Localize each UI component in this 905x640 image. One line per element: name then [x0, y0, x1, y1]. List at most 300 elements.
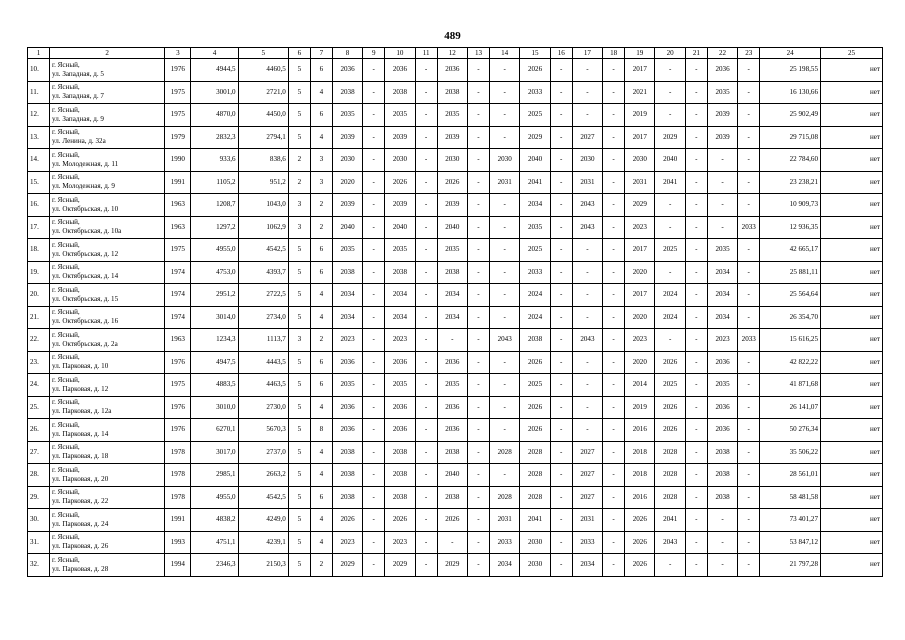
table-cell: 2031: [572, 171, 602, 194]
table-cell: -: [685, 509, 707, 532]
table-cell: 2025: [655, 374, 685, 397]
table-cell: -: [550, 194, 572, 217]
table-cell: 2017: [625, 59, 655, 82]
table-cell: -: [415, 396, 437, 419]
address-cell: [50, 329, 165, 352]
table-cell: 2034: [437, 306, 467, 329]
row-number: 29.: [28, 486, 50, 509]
table-cell: -: [655, 261, 685, 284]
table-cell: нет: [821, 374, 883, 397]
column-number: 16: [550, 48, 572, 59]
table-cell: -: [655, 81, 685, 104]
table-cell: 6270,1: [191, 419, 238, 442]
table-cell: -: [489, 374, 519, 397]
table-cell: -: [707, 194, 737, 217]
table-cell: 2038: [707, 441, 737, 464]
table-cell: 2026: [437, 509, 467, 532]
table-cell: -: [572, 104, 602, 127]
table-cell: 29 715,08: [760, 126, 821, 149]
table-cell: 4753,0: [191, 261, 238, 284]
row-number: 22.: [28, 329, 50, 352]
table-cell: -: [550, 126, 572, 149]
table-cell: 2036: [707, 396, 737, 419]
table-cell: -: [550, 486, 572, 509]
address-street: ул. Молодежная, д. 11: [52, 159, 119, 168]
table-cell: 2034: [707, 284, 737, 307]
table-cell: -: [467, 306, 489, 329]
row-number: 26.: [28, 419, 50, 442]
table-cell: -: [572, 419, 602, 442]
table-cell: -: [489, 216, 519, 239]
table-cell: 2033: [520, 261, 550, 284]
table-cell: 4: [310, 531, 332, 554]
address-cell: [50, 261, 165, 284]
table-cell: 2029: [385, 554, 415, 577]
table-cell: -: [437, 531, 467, 554]
table-cell: -: [363, 239, 385, 262]
table-cell: 2033: [572, 531, 602, 554]
table-cell: -: [415, 81, 437, 104]
table-cell: -: [738, 486, 760, 509]
table-cell: 2023: [385, 329, 415, 352]
table-cell: -: [467, 171, 489, 194]
table-cell: 2038: [437, 441, 467, 464]
table-cell: 2026: [332, 509, 362, 532]
table-cell: -: [685, 261, 707, 284]
table-cell: -: [655, 59, 685, 82]
table-cell: -: [685, 396, 707, 419]
table-cell: 2033: [489, 531, 519, 554]
table-cell: 2036: [385, 59, 415, 82]
table-cell: 26 141,07: [760, 396, 821, 419]
table-cell: 1976: [165, 351, 191, 374]
table-cell: -: [550, 396, 572, 419]
table-cell: -: [467, 374, 489, 397]
table-cell: -: [437, 329, 467, 352]
address-street: ул. Октябрьская, д. 14: [52, 272, 119, 281]
table-cell: -: [363, 59, 385, 82]
table-cell: 2018: [625, 441, 655, 464]
table-cell: 2: [310, 329, 332, 352]
table-cell: 4249,0: [238, 509, 288, 532]
table-cell: -: [363, 284, 385, 307]
column-number: 20: [655, 48, 685, 59]
address-city: г. Ясный,: [52, 285, 80, 294]
table-cell: 2025: [520, 374, 550, 397]
table-cell: 2722,5: [238, 284, 288, 307]
table-cell: 1990: [165, 149, 191, 172]
table-cell: -: [655, 194, 685, 217]
table-cell: 2017: [625, 239, 655, 262]
table-cell: -: [685, 554, 707, 577]
table-cell: -: [738, 81, 760, 104]
table-cell: -: [489, 59, 519, 82]
table-cell: 2036: [437, 59, 467, 82]
table-cell: 1234,3: [191, 329, 238, 352]
column-number: 10: [385, 48, 415, 59]
address-street: ул. Октябрьская, д. 12: [52, 249, 119, 258]
table-cell: 4393,7: [238, 261, 288, 284]
column-number: 21: [685, 48, 707, 59]
table-cell: -: [363, 104, 385, 127]
table-cell: -: [655, 104, 685, 127]
table-cell: 2026: [655, 396, 685, 419]
row-number: 25.: [28, 396, 50, 419]
table-cell: -: [603, 171, 625, 194]
table-cell: нет: [821, 171, 883, 194]
table-cell: -: [489, 261, 519, 284]
table-cell: 3: [310, 149, 332, 172]
table-cell: 2035: [437, 104, 467, 127]
table-cell: -: [572, 284, 602, 307]
table-cell: -: [685, 104, 707, 127]
table-cell: 1974: [165, 261, 191, 284]
table-cell: -: [707, 554, 737, 577]
table-cell: -: [603, 531, 625, 554]
table-cell: -: [603, 104, 625, 127]
table-cell: -: [489, 126, 519, 149]
table-cell: 25 881,11: [760, 261, 821, 284]
table-row: [28, 239, 883, 262]
table-cell: 2036: [332, 351, 362, 374]
table-cell: 2041: [520, 171, 550, 194]
address-city: г. Ясный,: [52, 263, 80, 272]
table-cell: -: [738, 171, 760, 194]
row-number: 16.: [28, 194, 50, 217]
table-cell: 2039: [707, 104, 737, 127]
column-number: 11: [415, 48, 437, 59]
table-cell: 2038: [437, 261, 467, 284]
register-table: [27, 47, 883, 577]
table-cell: -: [467, 216, 489, 239]
table-cell: 2027: [572, 464, 602, 487]
table-cell: 2737,0: [238, 441, 288, 464]
table-cell: -: [603, 396, 625, 419]
address-cell: [50, 486, 165, 509]
table-cell: -: [550, 441, 572, 464]
table-cell: -: [738, 194, 760, 217]
table-cell: 4542,5: [238, 239, 288, 262]
column-number: 6: [288, 48, 310, 59]
table-cell: 5: [288, 261, 310, 284]
table-cell: 5: [288, 59, 310, 82]
table-cell: -: [550, 554, 572, 577]
table-cell: 2026: [655, 351, 685, 374]
table-cell: 2026: [520, 419, 550, 442]
table-cell: -: [415, 126, 437, 149]
table-cell: 73 401,27: [760, 509, 821, 532]
column-number: 9: [363, 48, 385, 59]
table-cell: 4450,0: [238, 104, 288, 127]
column-number: 15: [520, 48, 550, 59]
table-row: [28, 104, 883, 127]
table-cell: -: [467, 149, 489, 172]
table-cell: 3: [288, 329, 310, 352]
table-cell: 2039: [437, 194, 467, 217]
table-cell: 2020: [625, 306, 655, 329]
address-city: г. Ясный,: [52, 510, 80, 519]
table-row: [28, 374, 883, 397]
table-cell: -: [685, 441, 707, 464]
table-cell: нет: [821, 126, 883, 149]
table-cell: 2023: [385, 531, 415, 554]
table-cell: 2029: [437, 554, 467, 577]
table-cell: 2035: [332, 239, 362, 262]
column-number: 17: [572, 48, 602, 59]
table-cell: -: [363, 149, 385, 172]
table-cell: 35 506,22: [760, 441, 821, 464]
table-cell: 2043: [572, 194, 602, 217]
table-cell: -: [572, 81, 602, 104]
address-street: ул. Западная, д. 9: [52, 114, 104, 123]
table-cell: 2018: [625, 464, 655, 487]
table-cell: 2017: [625, 126, 655, 149]
address-street: ул. Молодежная, д. 9: [52, 182, 115, 191]
address-cell: [50, 171, 165, 194]
table-cell: 2035: [437, 374, 467, 397]
table-cell: 3: [310, 171, 332, 194]
table-cell: 6: [310, 104, 332, 127]
table-cell: -: [685, 464, 707, 487]
table-cell: -: [603, 306, 625, 329]
table-cell: 2026: [520, 351, 550, 374]
column-number: 1: [28, 48, 50, 59]
table-cell: нет: [821, 329, 883, 352]
table-cell: -: [363, 441, 385, 464]
address-city: г. Ясный,: [52, 488, 80, 497]
table-cell: 2: [310, 554, 332, 577]
address-street: ул. Парковая, д. 12: [52, 384, 109, 393]
address-city: г. Ясный,: [52, 83, 80, 92]
table-cell: 2034: [385, 306, 415, 329]
address-city: г. Ясный,: [52, 60, 80, 69]
table-cell: 5: [288, 81, 310, 104]
row-number: 17.: [28, 216, 50, 239]
table-cell: -: [489, 104, 519, 127]
table-cell: -: [363, 126, 385, 149]
address-cell: [50, 104, 165, 127]
table-cell: 2025: [655, 239, 685, 262]
table-cell: 53 847,12: [760, 531, 821, 554]
table-cell: 2039: [385, 194, 415, 217]
table-cell: нет: [821, 81, 883, 104]
table-cell: 2040: [437, 464, 467, 487]
column-number: 12: [437, 48, 467, 59]
table-cell: 21 797,28: [760, 554, 821, 577]
table-cell: -: [467, 351, 489, 374]
table-cell: 2031: [572, 509, 602, 532]
table-cell: 2030: [520, 531, 550, 554]
column-number: 25: [821, 48, 883, 59]
table-cell: 1297,2: [191, 216, 238, 239]
table-cell: 5: [288, 239, 310, 262]
table-cell: 3: [288, 216, 310, 239]
table-cell: 2026: [655, 419, 685, 442]
table-cell: 5: [288, 441, 310, 464]
table-cell: -: [363, 351, 385, 374]
address-cell: [50, 306, 165, 329]
table-cell: 2028: [655, 441, 685, 464]
table-cell: 1991: [165, 509, 191, 532]
table-cell: 6: [310, 59, 332, 82]
table-cell: 2036: [437, 396, 467, 419]
table-cell: 951,2: [238, 171, 288, 194]
table-cell: 1978: [165, 441, 191, 464]
table-cell: нет: [821, 441, 883, 464]
row-number: 28.: [28, 464, 50, 487]
table-cell: 5: [288, 104, 310, 127]
table-cell: -: [738, 441, 760, 464]
table-cell: -: [738, 374, 760, 397]
table-row: [28, 306, 883, 329]
table-cell: 2: [288, 171, 310, 194]
table-cell: 2023: [625, 216, 655, 239]
table-cell: 2021: [625, 81, 655, 104]
table-cell: 2030: [385, 149, 415, 172]
table-cell: -: [415, 486, 437, 509]
address-cell: [50, 351, 165, 374]
table-cell: 2025: [520, 239, 550, 262]
table-cell: -: [685, 194, 707, 217]
table-row: [28, 554, 883, 577]
table-cell: 5: [288, 306, 310, 329]
table-cell: -: [685, 306, 707, 329]
table-cell: 2027: [572, 441, 602, 464]
table-cell: нет: [821, 59, 883, 82]
table-cell: 2030: [332, 149, 362, 172]
table-cell: 4751,1: [191, 531, 238, 554]
table-cell: 2038: [332, 261, 362, 284]
table-row: [28, 441, 883, 464]
table-cell: -: [603, 419, 625, 442]
table-cell: нет: [821, 149, 883, 172]
table-cell: 15 616,25: [760, 329, 821, 352]
table-cell: 2036: [707, 59, 737, 82]
table-cell: -: [363, 396, 385, 419]
table-cell: 2026: [520, 396, 550, 419]
table-row: [28, 59, 883, 82]
table-cell: -: [685, 419, 707, 442]
table-row: [28, 149, 883, 172]
table-cell: 4460,5: [238, 59, 288, 82]
table-cell: 2346,3: [191, 554, 238, 577]
table-cell: 5: [288, 126, 310, 149]
table-cell: -: [415, 509, 437, 532]
table-cell: -: [467, 329, 489, 352]
table-cell: -: [415, 171, 437, 194]
table-row: [28, 486, 883, 509]
table-cell: 2034: [572, 554, 602, 577]
table-cell: 2040: [437, 216, 467, 239]
table-cell: 2026: [437, 171, 467, 194]
table-cell: -: [467, 59, 489, 82]
table-cell: 2038: [385, 486, 415, 509]
table-cell: 2023: [707, 329, 737, 352]
table-cell: 16 130,66: [760, 81, 821, 104]
table-cell: 6: [310, 351, 332, 374]
row-number: 31.: [28, 531, 50, 554]
table-cell: 4955,0: [191, 239, 238, 262]
table-cell: 2038: [707, 486, 737, 509]
table-cell: 2016: [625, 486, 655, 509]
table-cell: -: [738, 531, 760, 554]
table-cell: нет: [821, 396, 883, 419]
table-cell: -: [738, 261, 760, 284]
table-cell: -: [489, 194, 519, 217]
table-cell: -: [415, 531, 437, 554]
table-cell: 1976: [165, 396, 191, 419]
table-cell: 6: [310, 486, 332, 509]
table-cell: 2036: [437, 419, 467, 442]
table-cell: 933,6: [191, 149, 238, 172]
table-cell: -: [550, 306, 572, 329]
table-cell: нет: [821, 531, 883, 554]
table-cell: -: [572, 351, 602, 374]
row-number: 27.: [28, 441, 50, 464]
table-cell: 1975: [165, 374, 191, 397]
table-cell: 4870,0: [191, 104, 238, 127]
address-cell: [50, 149, 165, 172]
table-cell: 2033: [520, 81, 550, 104]
table-cell: -: [603, 351, 625, 374]
address-cell: [50, 284, 165, 307]
table-cell: -: [603, 464, 625, 487]
table-cell: -: [363, 171, 385, 194]
table-row: [28, 329, 883, 352]
address-cell: [50, 441, 165, 464]
table-cell: 2027: [572, 126, 602, 149]
column-number: 18: [603, 48, 625, 59]
table-cell: -: [685, 239, 707, 262]
row-number: 18.: [28, 239, 50, 262]
table-cell: -: [685, 149, 707, 172]
table-cell: -: [415, 441, 437, 464]
table-cell: нет: [821, 306, 883, 329]
address-city: г. Ясный,: [52, 150, 80, 159]
table-cell: -: [685, 81, 707, 104]
table-cell: 2023: [332, 531, 362, 554]
address-street: ул. Западная, д. 5: [52, 69, 104, 78]
table-cell: 2023: [332, 329, 362, 352]
column-number: 19: [625, 48, 655, 59]
table-cell: 2730,0: [238, 396, 288, 419]
row-number: 15.: [28, 171, 50, 194]
column-number: 2: [50, 48, 165, 59]
table-cell: 2030: [437, 149, 467, 172]
table-cell: -: [550, 419, 572, 442]
table-cell: 4: [310, 464, 332, 487]
table-cell: нет: [821, 464, 883, 487]
table-cell: 2038: [332, 486, 362, 509]
table-cell: 4: [310, 509, 332, 532]
table-cell: -: [550, 261, 572, 284]
table-cell: 1963: [165, 216, 191, 239]
table-cell: -: [550, 239, 572, 262]
table-cell: 4947,5: [191, 351, 238, 374]
table-cell: 1975: [165, 104, 191, 127]
table-cell: -: [685, 216, 707, 239]
table-cell: 2035: [385, 374, 415, 397]
table-row: [28, 261, 883, 284]
table-cell: 2028: [520, 464, 550, 487]
table-cell: -: [363, 374, 385, 397]
table-cell: 2034: [489, 554, 519, 577]
table-cell: -: [738, 284, 760, 307]
column-number: 8: [332, 48, 362, 59]
table-cell: 2951,2: [191, 284, 238, 307]
table-cell: 4239,1: [238, 531, 288, 554]
table-cell: 25 198,55: [760, 59, 821, 82]
